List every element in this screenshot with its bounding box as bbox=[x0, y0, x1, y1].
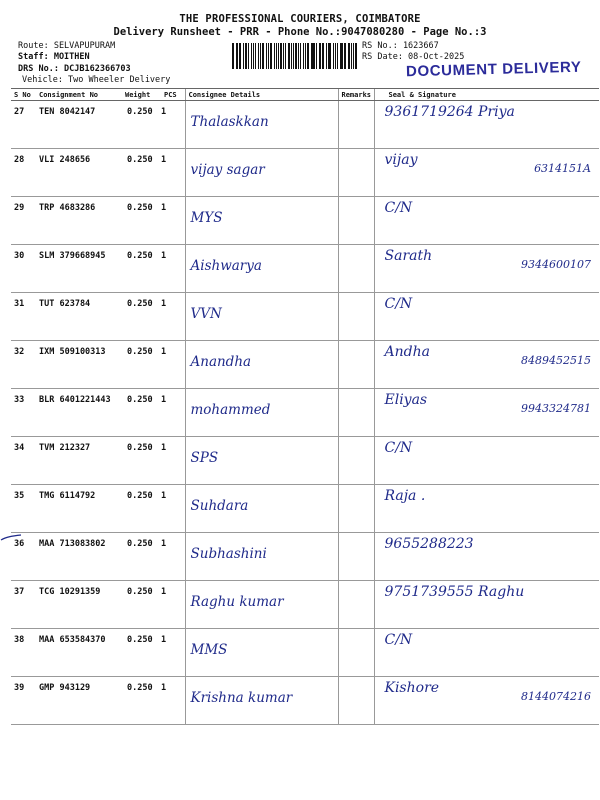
consignee-handwriting: MMS bbox=[190, 642, 228, 658]
consignee-handwriting: Thalaskkan bbox=[190, 114, 269, 130]
row-remarks bbox=[338, 197, 374, 245]
row-pcs: 1 bbox=[161, 389, 185, 437]
vehicle-label: Vehicle: Two Wheeler Delivery bbox=[22, 75, 171, 85]
barcode-bar bbox=[293, 43, 294, 69]
rs-date: RS Date: 08-Oct-2025 bbox=[362, 52, 465, 62]
table-row bbox=[11, 245, 599, 293]
signature-note: 9943324781 bbox=[521, 402, 591, 415]
row-pcs: 1 bbox=[161, 197, 185, 245]
barcode-bar bbox=[268, 43, 270, 69]
row-weight: 0.250 bbox=[122, 101, 161, 149]
row-pcs: 1 bbox=[161, 629, 185, 677]
barcode-bar bbox=[258, 43, 259, 69]
pen-mark-icon bbox=[0, 530, 22, 544]
row-consignee bbox=[185, 149, 338, 197]
row-sno: 28 bbox=[11, 149, 36, 197]
signature-handwriting: C/N bbox=[384, 440, 413, 456]
row-consignee bbox=[185, 293, 338, 341]
row-weight: 0.250 bbox=[122, 581, 161, 629]
row-consignee bbox=[185, 485, 338, 533]
consignee-handwriting: Anandha bbox=[190, 354, 252, 370]
row-consignment: TEN 8042147 bbox=[36, 101, 122, 149]
row-sno: 33 bbox=[11, 389, 36, 437]
document-delivery-stamp: DOCUMENT DELIVERY bbox=[405, 58, 582, 81]
runsheet-table bbox=[11, 88, 599, 725]
signature-handwriting: C/N bbox=[384, 296, 413, 312]
col-sno: S No bbox=[11, 89, 36, 101]
signature-note: 8144074216 bbox=[521, 690, 591, 703]
row-consignment: BLR 6401221443 bbox=[36, 389, 122, 437]
barcode-bar bbox=[316, 43, 317, 69]
barcode-bar bbox=[322, 43, 324, 69]
barcode-bar bbox=[353, 43, 354, 69]
row-signature bbox=[374, 533, 599, 581]
row-sno: 38 bbox=[11, 629, 36, 677]
route-label: Route: SELVAPUPURAM bbox=[18, 41, 116, 51]
row-signature bbox=[374, 677, 599, 725]
row-pcs: 1 bbox=[161, 341, 185, 389]
row-pcs: 1 bbox=[161, 533, 185, 581]
barcode-bar bbox=[245, 43, 247, 69]
row-consignment: IXM 509100313 bbox=[36, 341, 122, 389]
consignee-handwriting: MYS bbox=[190, 210, 223, 226]
row-weight: 0.250 bbox=[122, 245, 161, 293]
barcode-bar bbox=[288, 43, 290, 69]
row-signature bbox=[374, 341, 599, 389]
row-weight: 0.250 bbox=[122, 197, 161, 245]
col-seal: Seal & Signature bbox=[374, 89, 599, 101]
row-sno: 32 bbox=[11, 341, 36, 389]
barcode-bar bbox=[312, 43, 314, 69]
barcode bbox=[232, 43, 358, 69]
row-consignee bbox=[185, 581, 338, 629]
consignee-handwriting: Raghu kumar bbox=[190, 594, 284, 610]
row-consignee bbox=[185, 101, 338, 149]
row-weight: 0.250 bbox=[122, 341, 161, 389]
barcode-bar bbox=[319, 43, 320, 69]
row-consignee bbox=[185, 245, 338, 293]
barcode-bar bbox=[239, 43, 241, 69]
table-row bbox=[11, 341, 599, 389]
row-weight: 0.250 bbox=[122, 629, 161, 677]
row-remarks bbox=[338, 485, 374, 533]
row-sno: 31 bbox=[11, 293, 36, 341]
barcode-bar bbox=[305, 43, 306, 69]
barcode-bar bbox=[280, 43, 282, 69]
row-weight: 0.250 bbox=[122, 389, 161, 437]
barcode-bar bbox=[266, 43, 267, 69]
row-remarks bbox=[338, 677, 374, 725]
company-title: THE PROFESSIONAL COURIERS, COIMBATORE bbox=[179, 13, 421, 25]
row-signature bbox=[374, 101, 599, 149]
consignee-handwriting: vijay sagar bbox=[190, 162, 265, 178]
signature-handwriting: Raja . bbox=[384, 488, 426, 504]
col-remarks: Remarks bbox=[338, 89, 374, 101]
table-row bbox=[11, 101, 599, 149]
row-consignee bbox=[185, 389, 338, 437]
row-sno: 35 bbox=[11, 485, 36, 533]
row-signature bbox=[374, 437, 599, 485]
barcode-bar bbox=[253, 43, 255, 69]
consignee-handwriting: mohammed bbox=[190, 402, 271, 418]
barcode-bar bbox=[243, 43, 244, 69]
signature-handwriting: C/N bbox=[384, 632, 413, 648]
row-pcs: 1 bbox=[161, 293, 185, 341]
row-consignee bbox=[185, 437, 338, 485]
staff-label: Staff: MOITHEN bbox=[18, 52, 90, 62]
barcode-bar bbox=[345, 43, 346, 69]
barcode-bar bbox=[236, 43, 237, 69]
barcode-bar bbox=[295, 43, 297, 69]
barcode-bar bbox=[232, 43, 234, 69]
row-sno: 36 bbox=[11, 533, 36, 581]
row-remarks bbox=[338, 389, 374, 437]
barcode-bar bbox=[303, 43, 304, 69]
signature-handwriting: 9361719264 Priya bbox=[384, 104, 515, 120]
table-row bbox=[11, 629, 599, 677]
table-row bbox=[11, 485, 599, 533]
consignee-handwriting: Subhashini bbox=[190, 546, 267, 562]
barcode-bar bbox=[333, 43, 334, 69]
table-row bbox=[11, 149, 599, 197]
row-remarks bbox=[338, 341, 374, 389]
row-pcs: 1 bbox=[161, 581, 185, 629]
barcode-bar bbox=[355, 43, 357, 69]
signature-note: 9344600107 bbox=[521, 258, 591, 271]
consignee-handwriting: VVN bbox=[190, 306, 222, 322]
row-consignee bbox=[185, 341, 338, 389]
row-remarks bbox=[338, 437, 374, 485]
row-consignee bbox=[185, 533, 338, 581]
row-consignment: MAA 653584370 bbox=[36, 629, 122, 677]
consignee-handwriting: Aishwarya bbox=[190, 258, 262, 274]
row-consignment: TRP 4683286 bbox=[36, 197, 122, 245]
barcode-bar bbox=[320, 43, 321, 69]
barcode-bar bbox=[326, 43, 327, 69]
row-weight: 0.250 bbox=[122, 149, 161, 197]
signature-handwriting: C/N bbox=[384, 200, 413, 216]
consignee-handwriting: Suhdara bbox=[190, 498, 249, 514]
row-sno: 37 bbox=[11, 581, 36, 629]
row-sno: 29 bbox=[11, 197, 36, 245]
signature-note: 8489452515 bbox=[521, 354, 591, 367]
row-pcs: 1 bbox=[161, 485, 185, 533]
signature-handwriting: 9655288223 bbox=[384, 536, 474, 552]
signature-note: 6314151A bbox=[534, 162, 591, 175]
table-row bbox=[11, 677, 599, 725]
row-pcs: 1 bbox=[161, 437, 185, 485]
row-weight: 0.250 bbox=[122, 485, 161, 533]
barcode-bar bbox=[300, 43, 302, 69]
row-pcs: 1 bbox=[161, 101, 185, 149]
row-sno: 34 bbox=[11, 437, 36, 485]
barcode-bar bbox=[329, 43, 331, 69]
signature-handwriting: vijay bbox=[384, 152, 418, 168]
row-consignee bbox=[185, 197, 338, 245]
table-row bbox=[11, 533, 599, 581]
row-pcs: 1 bbox=[161, 677, 185, 725]
barcode-bar bbox=[311, 43, 312, 69]
signature-handwriting: Sarath bbox=[384, 248, 433, 264]
row-signature bbox=[374, 389, 599, 437]
signature-handwriting: Eliyas bbox=[384, 392, 428, 408]
row-signature bbox=[374, 293, 599, 341]
row-sno: 27 bbox=[11, 101, 36, 149]
row-weight: 0.250 bbox=[122, 437, 161, 485]
row-remarks bbox=[338, 149, 374, 197]
row-weight: 0.250 bbox=[122, 293, 161, 341]
row-consignment: MAA 713083802 bbox=[36, 533, 122, 581]
barcode-bar bbox=[283, 43, 284, 69]
barcode-bar bbox=[251, 43, 252, 69]
row-consignment: TVM 212327 bbox=[36, 437, 122, 485]
row-sno: 39 bbox=[11, 677, 36, 725]
row-weight: 0.250 bbox=[122, 677, 161, 725]
barcode-bar bbox=[328, 43, 329, 69]
row-consignee bbox=[185, 677, 338, 725]
barcode-bar bbox=[255, 43, 256, 69]
row-weight: 0.250 bbox=[122, 533, 161, 581]
row-remarks bbox=[338, 101, 374, 149]
table-row bbox=[11, 293, 599, 341]
barcode-bar bbox=[337, 43, 339, 69]
col-consignment: Consignment No bbox=[36, 89, 122, 101]
table-row bbox=[11, 581, 599, 629]
table-row bbox=[11, 197, 599, 245]
row-consignment: TCG 10291359 bbox=[36, 581, 122, 629]
table-header-row bbox=[11, 89, 599, 101]
table-row bbox=[11, 437, 599, 485]
consignee-handwriting: SPS bbox=[190, 450, 219, 466]
barcode-bar bbox=[278, 43, 279, 69]
row-signature bbox=[374, 629, 599, 677]
barcode-bar bbox=[285, 43, 286, 69]
row-signature bbox=[374, 581, 599, 629]
barcode-bar bbox=[274, 43, 275, 69]
row-consignment: SLM 379668945 bbox=[36, 245, 122, 293]
row-remarks bbox=[338, 581, 374, 629]
barcode-bar bbox=[260, 43, 261, 69]
row-remarks bbox=[338, 245, 374, 293]
row-pcs: 1 bbox=[161, 245, 185, 293]
row-consignee bbox=[185, 629, 338, 677]
table-row bbox=[11, 389, 599, 437]
col-pcs: PCS bbox=[161, 89, 185, 101]
row-remarks bbox=[338, 629, 374, 677]
barcode-bar bbox=[298, 43, 299, 69]
row-remarks bbox=[338, 293, 374, 341]
col-consignee: Consignee Details bbox=[185, 89, 338, 101]
barcode-bar bbox=[270, 43, 272, 69]
row-pcs: 1 bbox=[161, 149, 185, 197]
row-signature bbox=[374, 245, 599, 293]
barcode-bar bbox=[262, 43, 264, 69]
row-consignment: TUT 623784 bbox=[36, 293, 122, 341]
barcode-bar bbox=[276, 43, 277, 69]
signature-handwriting: 9751739555 Raghu bbox=[384, 584, 525, 600]
barcode-bar bbox=[307, 43, 309, 69]
barcode-bar bbox=[351, 43, 352, 69]
row-consignment: VLI 248656 bbox=[36, 149, 122, 197]
row-remarks bbox=[338, 533, 374, 581]
drs-number: DRS No.: DCJB162366703 bbox=[18, 64, 131, 74]
barcode-bar bbox=[335, 43, 336, 69]
barcode-bar bbox=[340, 43, 342, 69]
row-consignment: TMG 6114792 bbox=[36, 485, 122, 533]
consignee-handwriting: Krishna kumar bbox=[190, 690, 293, 706]
row-signature bbox=[374, 197, 599, 245]
row-sno: 30 bbox=[11, 245, 36, 293]
runsheet-subtitle: Delivery Runsheet - PRR - Phone No.:9047080280 - Page No.:3 bbox=[113, 26, 487, 38]
barcode-bar bbox=[291, 43, 292, 69]
signature-handwriting: Andha bbox=[384, 344, 430, 360]
barcode-bar bbox=[344, 43, 345, 69]
rs-number: RS No.: 1623667 bbox=[362, 41, 439, 51]
barcode-bar bbox=[348, 43, 350, 69]
barcode-bar bbox=[248, 43, 249, 69]
barcode-bar bbox=[237, 43, 238, 69]
col-weight: Weight bbox=[122, 89, 161, 101]
row-signature bbox=[374, 149, 599, 197]
row-signature bbox=[374, 485, 599, 533]
row-consignment: GMP 943129 bbox=[36, 677, 122, 725]
signature-handwriting: Kishore bbox=[384, 680, 440, 696]
